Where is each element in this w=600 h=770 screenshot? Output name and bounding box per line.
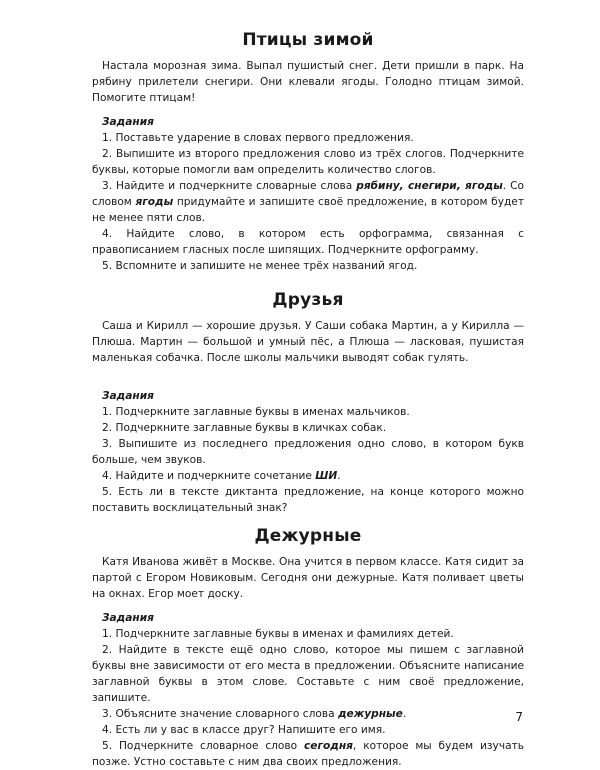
task-3 [92, 178, 524, 226]
vocabulary-words: рябину, снегири, ягоды [356, 180, 503, 192]
page-number: 7 [515, 710, 523, 724]
section-title: Друзья [272, 290, 344, 310]
task-4-text: 4. Найдите и подчеркните сочетание [102, 470, 316, 482]
task-5: 5. Вспомните и запишите не менее трёх названий ягод. [102, 260, 418, 272]
task-4: 4. Найдите слово, в котором есть орфограмма, связанная с правописанием гласных после шипящих. Подчеркните орфограмму. [92, 228, 524, 256]
section-friends [92, 290, 524, 516]
dictation-text: Саша и Кирилл — хорошие друзья. У Саши собака Мартин, а у Кирилла — Плюша. Мартин — большой и умный пёс, а Плюша — ласковая, пушистая маленькая собачка. После школы мальчики выводят собак гулять. [92, 320, 524, 364]
section-birds-in-winter [92, 30, 524, 274]
page-content [92, 30, 524, 770]
tasks-label: Задания [102, 612, 154, 624]
task-3-text: 3. Найдите и подчеркните словарные слова [102, 180, 357, 192]
task-3: 3. Выпишите из последнего предложения одно слово, в котором букв больше, чем звуков. [92, 438, 524, 466]
task-2: 2. Найдите в тексте ещё одно слово, которое мы пишем с заглавной буквы вне зависимости от его места в предложении. Объясните написание заглавной буквы в этом слове. Составьте с ним своё предложение, запишите. [92, 644, 524, 704]
task-5 [92, 738, 524, 770]
task-3 [92, 706, 524, 722]
vocabulary-word: ягоды [135, 196, 174, 208]
task-2: 2. Выпишите из второго предложения слово из трёх слогов. Подчеркните буквы, которые помогли вам определить количество слогов. [92, 148, 524, 176]
dictation-text: Настала морозная зима. Выпал пушистый снег. Дети пришли в парк. На рябину прилетели снегири. Они клевали ягоды. Голодно птицам зимой. Помогите птицам! [92, 60, 524, 104]
task-3-text: . Со словом [92, 180, 524, 208]
letter-combination: ШИ [315, 470, 338, 482]
task-3-text: придумайте и запишите своё предложение, в котором будет не менее пяти слов. [92, 196, 524, 224]
section-on-duty [92, 526, 524, 770]
task-5-text: , которое мы будем изучать позже. Устно составьте с ним два своих предложения. [92, 740, 524, 768]
task-1: 1. Подчеркните заглавные буквы в именах мальчиков. [102, 406, 410, 418]
tasks-label: Задания [102, 116, 154, 128]
task-4 [92, 468, 524, 484]
task-1: 1. Поставьте ударение в словах первого предложения. [102, 132, 414, 144]
tasks-label: Задания [102, 390, 154, 402]
section-title: Дежурные [254, 526, 362, 546]
task-4: 4. Есть ли у вас в классе друг? Напишите его имя. [102, 724, 386, 736]
task-3-text: . [402, 708, 407, 720]
vocabulary-word: сегодня [304, 740, 353, 752]
dictation-text: Катя Иванова живёт в Москве. Она учится в первом классе. Катя сидит за партой с Егором Новиковым. Сегодня они дежурные. Катя поливает цветы на окнах. Егор моет доску. [92, 556, 524, 600]
task-1: 1. Подчеркните заглавные буквы в именах и фамилиях детей. [102, 628, 454, 640]
section-title: Птицы зимой [242, 30, 374, 50]
task-5: 5. Есть ли в тексте диктанта предложение, на конце которого можно поставить восклицательный знак? [92, 486, 524, 514]
task-3-text: 3. Объясните значение словарного слова [102, 708, 338, 720]
task-5-text: 5. Подчеркните словарное слово [102, 740, 304, 752]
task-4-text: . [337, 470, 341, 482]
task-2: 2. Подчеркните заглавные буквы в кличках собак. [102, 422, 387, 434]
vocabulary-word: дежурные [337, 708, 403, 720]
